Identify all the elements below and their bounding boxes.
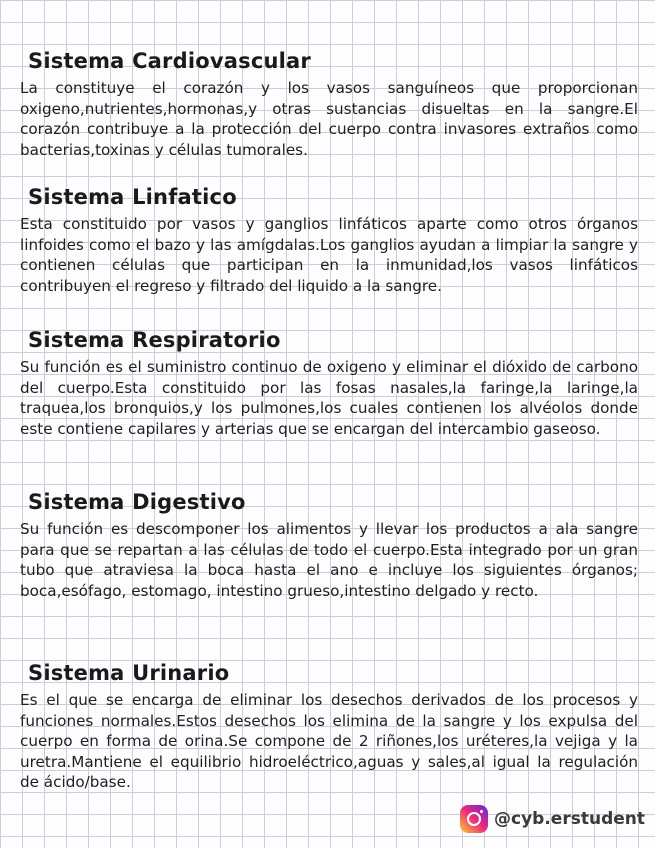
author-credit bbox=[460, 805, 645, 833]
section-title: Sistema Digestivo bbox=[28, 490, 246, 514]
section-title: Sistema Respiratorio bbox=[28, 328, 281, 352]
section-title: Sistema Cardiovascular bbox=[28, 49, 311, 73]
section-text: La constituye el corazón y los vasos sanguíneos que proporcionan oxigeno,nutrientes,hormonas,y otras sustancias disueltas en la sangre.El corazón contribuye a la protección del cuerpo contra invasores extraños como bacterias,toxinas y células tumorales. bbox=[20, 79, 638, 159]
section-text: Esta constituido por vasos y ganglios linfáticos aparte como otros órganos linfoides como el bazo y las amígdalas.Los ganglios ayudan a limpiar la sangre y contienen células que participan en la inmunidad,los vasos linfáticos contribuyen el regreso y filtrado del liquido a la sangre. bbox=[20, 215, 638, 295]
section-title: Sistema Urinario bbox=[28, 661, 230, 685]
section-digestivo bbox=[20, 489, 638, 601]
section-text: Su función es el suministro continuo de oxigeno y eliminar el dióxido de carbono del cuerpo.Esta constituido por las fosas nasales,la faringe,la laringe,la traquea,los bronquios,y los pulmones,los cuales contienen los alvéolos donde este contiene capilares y arterias que se encargan del intercambio gaseoso. bbox=[20, 358, 638, 438]
section-text: Su función es descomponer los alimentos y llevar los productos a ala sangre para que se repartan a las células de todo el cuerpo.Esta integrado por un gran tubo que atraviesa la boca hasta el ano e incluye los siguientes órganos; boca,esófago, estomago, intestino grueso,intestino delgado y recto. bbox=[20, 520, 638, 600]
section-linfatico bbox=[20, 184, 638, 296]
section-cardiovascular bbox=[20, 48, 638, 160]
section-text: Es el que se encarga de eliminar los desechos derivados de los procesos y funciones normales.Estos desechos los elimina de la sangre y los expulsa del cuerpo en forma de orina.Se compone de 2 riñones,los uréteres,la vejiga y la uretra.Mantiene el equilibrio hidroeléctrico,aguas y sales,al igual la regulación de ácido/base. bbox=[20, 691, 638, 791]
author-handle: @cyb.erstudent bbox=[494, 809, 645, 829]
section-urinario bbox=[20, 660, 638, 793]
section-title: Sistema Linfatico bbox=[28, 185, 237, 209]
section-respiratorio bbox=[20, 327, 638, 439]
instagram-icon bbox=[460, 805, 488, 833]
